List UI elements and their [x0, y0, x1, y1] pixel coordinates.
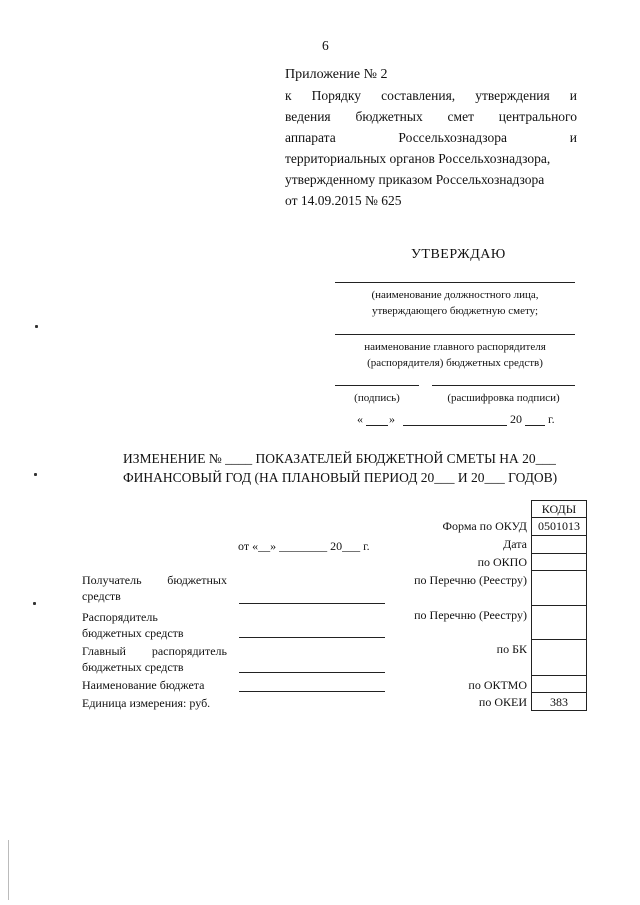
signature-decode-line — [432, 385, 575, 386]
codes-row-divider — [531, 517, 587, 518]
manager-caption: (распорядителя) бюджетных средств) — [367, 357, 543, 369]
code-label: Форма по ОКУД — [442, 519, 527, 533]
main-distributor-input-line — [239, 672, 385, 673]
code-value: 383 — [550, 695, 568, 709]
field-label: Главный распорядитель — [82, 644, 227, 658]
field-label: бюджетных средств — [82, 660, 184, 674]
code-label: по Перечню (Реестру) — [414, 608, 527, 622]
form-date-line: от «__» ________ 20___ г. — [238, 539, 370, 553]
field-label: Единица измерения: руб. — [82, 696, 211, 710]
codes-row-divider — [531, 639, 587, 640]
appendix-title: Приложение № 2 — [285, 67, 388, 82]
year-prefix: 20 — [510, 412, 522, 426]
official-caption: (наименование должностного лица, — [371, 289, 539, 301]
code-value: 0501013 — [538, 519, 580, 533]
decode-caption: (расшифровка подписи) — [447, 392, 560, 404]
document-title-line: ФИНАНСОВЫЙ ГОД (НА ПЛАНОВЫЙ ПЕРИОД 20___ И 20___ ГОДОВ) — [123, 470, 558, 485]
field-label: средств — [82, 589, 121, 603]
year-line — [525, 425, 545, 426]
day-line — [366, 425, 388, 426]
page-number: 6 — [322, 38, 329, 53]
code-label: по Перечню (Реестру) — [414, 573, 527, 587]
budget-name-input-line — [239, 691, 385, 692]
scan-mark — [34, 473, 37, 476]
appendix-line: ведения бюджетных смет центрального — [285, 109, 577, 124]
code-label: Дата — [503, 537, 527, 551]
date-close-quote: » — [389, 412, 395, 426]
code-label: по ОКПО — [477, 555, 527, 569]
scan-mark — [33, 602, 36, 605]
appendix-line: утвержденному приказом Россельхознадзора — [285, 172, 545, 187]
document-title-line: ИЗМЕНЕНИЕ № ____ ПОКАЗАТЕЛЕЙ БЮДЖЕТНОЙ СМЕТЫ НА 20___ — [123, 451, 556, 466]
field-label: Наименование бюджета — [82, 678, 205, 692]
code-label: по ОКТМО — [468, 678, 527, 692]
codes-row-divider — [531, 553, 587, 554]
field-label: Получатель бюджетных — [82, 573, 227, 587]
codes-row-divider — [531, 570, 587, 571]
recipient-input-line — [239, 603, 385, 604]
signature-caption: (подпись) — [354, 392, 400, 404]
scan-edge — [8, 840, 9, 900]
codes-header: КОДЫ — [541, 502, 577, 516]
approval-heading: УТВЕРЖДАЮ — [411, 247, 506, 262]
codes-row-divider — [531, 692, 587, 693]
manager-name-line — [335, 334, 575, 335]
signature-line — [335, 385, 419, 386]
codes-row-divider — [531, 675, 587, 676]
appendix-line: территориальных органов Россельхознадзора, — [285, 151, 551, 166]
field-label: Распорядитель — [82, 610, 158, 624]
manager-caption: наименование главного распорядителя — [364, 341, 546, 353]
codes-row-divider — [531, 535, 587, 536]
appendix-line: аппарата Россельхознадзора и — [285, 130, 577, 145]
year-suffix: г. — [548, 412, 555, 426]
scan-mark — [35, 325, 38, 328]
distributor-input-line — [239, 637, 385, 638]
official-caption: утверждающего бюджетную смету; — [371, 305, 539, 317]
code-label: по БК — [496, 642, 527, 656]
official-name-line — [335, 282, 575, 283]
code-label: по ОКЕИ — [478, 695, 527, 709]
month-line — [403, 425, 507, 426]
date-open-quote: « — [357, 412, 363, 426]
codes-row-divider — [531, 605, 587, 606]
field-label: бюджетных средств — [82, 626, 184, 640]
appendix-line: к Порядку составления, утверждения и — [285, 88, 577, 103]
appendix-line: от 14.09.2015 № 625 — [285, 193, 402, 208]
